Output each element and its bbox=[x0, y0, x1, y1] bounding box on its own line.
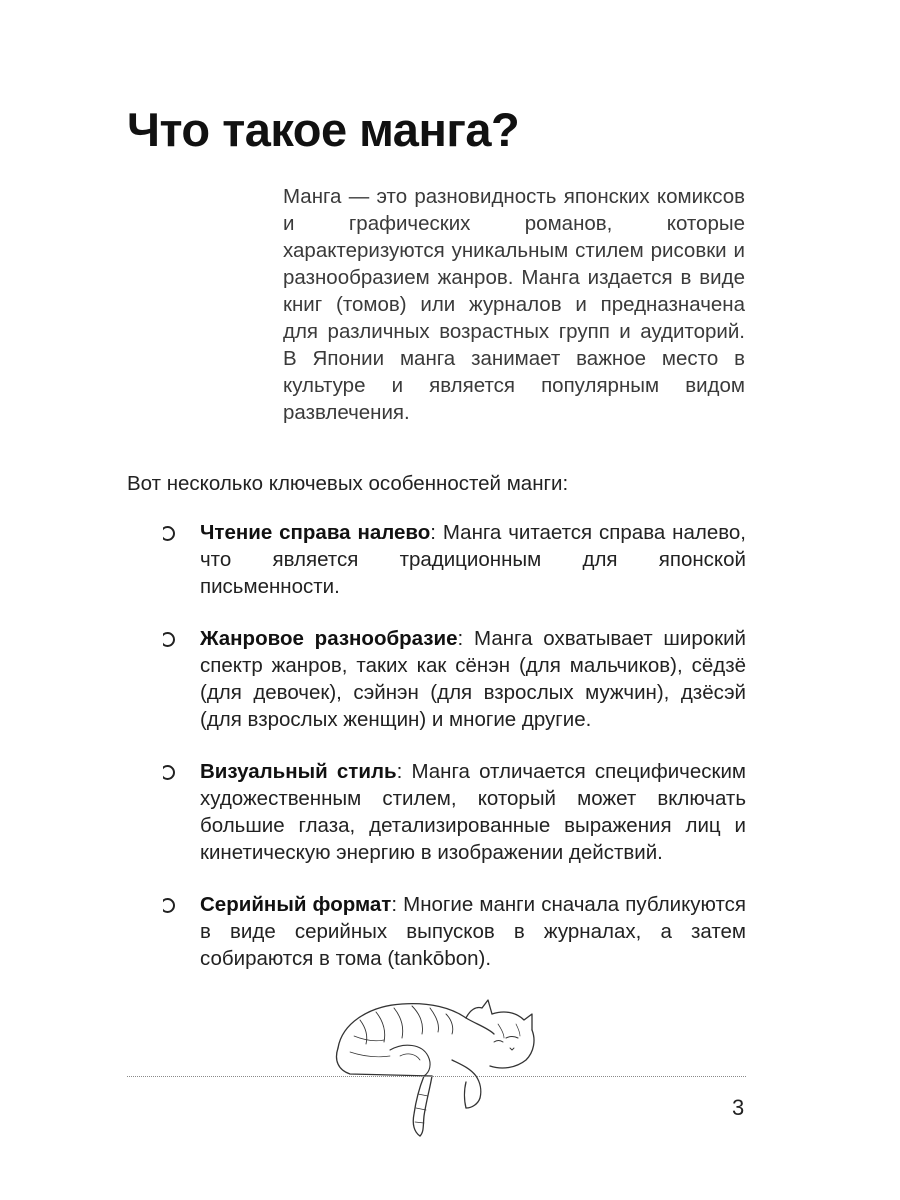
sleeping-cat-illustration bbox=[320, 990, 550, 1140]
list-item bbox=[160, 625, 746, 733]
circle-bullet-icon bbox=[160, 765, 175, 780]
list-item bbox=[160, 758, 746, 866]
features-lead: Вот несколько ключевых особенностей манги: bbox=[127, 472, 569, 495]
intro-paragraph: Манга — это разновидность японских комиксов и графических романов, которые характеризуются уникальным стилем рисовки и разнообразием жанров. Манга издается в виде книг (томов) или журналов и предназначена для различных возрастных групп и аудиторий. В Японии манга занимает важное место в культуре и является популярным видом развлечения. bbox=[283, 185, 745, 424]
feature-text: : Манга отличается специфическим художественным стилем, который может включать большие глаза, детализированные выражения лиц и кинетическую энергию в изображении действий. bbox=[200, 760, 746, 864]
dotted-divider bbox=[127, 1076, 746, 1077]
page-number: 3 bbox=[732, 1095, 745, 1120]
features-list bbox=[160, 519, 746, 997]
circle-bullet-icon bbox=[160, 898, 175, 913]
circle-bullet-icon bbox=[160, 526, 175, 541]
circle-bullet-icon bbox=[160, 632, 175, 647]
feature-text: : Манга читается справа налево, что является традиционным для японской письменности. bbox=[200, 521, 746, 598]
feature-term: Серийный формат bbox=[200, 893, 392, 916]
feature-text: : Манга охватывает широкий спектр жанров, таких как сёнэн (для мальчиков), сёдзё (для девочек), сэйнэн (для взрослых мужчин), дзёсэй (для взрослых женщин) и многие другие. bbox=[200, 627, 746, 731]
page-title: Что такое манга? bbox=[127, 103, 520, 156]
feature-term: Чтение справа налево bbox=[200, 521, 431, 544]
feature-text: : Многие манги сначала публикуются в виде серийных выпусков в журналах, а затем собираются в тома (tankōbon). bbox=[200, 893, 746, 970]
list-item bbox=[160, 519, 746, 600]
feature-term: Визуальный стиль bbox=[200, 760, 397, 783]
feature-term: Жанровое разнообразие bbox=[200, 627, 458, 650]
list-item bbox=[160, 891, 746, 972]
